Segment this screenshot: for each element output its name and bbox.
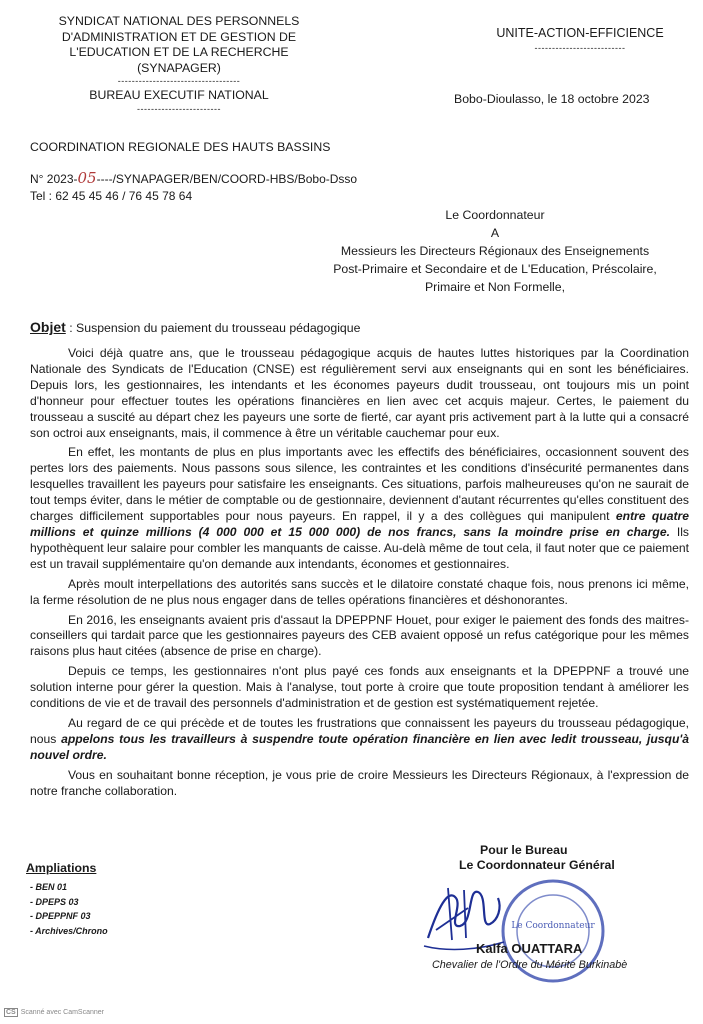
org-name-line: SYNDICAT NATIONAL DES PERSONNELS xyxy=(58,14,300,28)
recipient-line: Post-Primaire et Secondaire et de L'Education, Préscolaire, xyxy=(333,262,657,276)
reference-number xyxy=(30,170,357,188)
scanner-logo-icon: CS xyxy=(6,1009,16,1016)
scanner-watermark xyxy=(4,1008,104,1017)
body-paragraph xyxy=(30,445,689,572)
body-text: Au regard de ce qui précède et de toutes les frustrations que connaissent les payeurs du trousseau pédagogique, nous xyxy=(30,715,689,746)
org-acronym: (SYNAPAGER) xyxy=(137,60,221,75)
list-item: - BEN 01 xyxy=(30,882,68,892)
body-text: En effet, les montants de plus en plus importants avec les effectifs des bénéficiaires, occasionnent souvent des pertes lors des paiements. Nous passons sous silence, les contraintes et les conditions d'insécurité permanentes dans lesquelles travaillent les payeurs pour satisfaire les enseignants. Ces situations, parfois malheureuses qu'on ne saurait de tout temps éviter, dans le métier de comptable ou de gestionnaire, deviennent d'autant récurrentes qu'elles constituent des charges difficilement supportables pour nous payeurs. En rappel, il y a des collègues qui manipulent xyxy=(30,445,689,524)
org-name-line: L'EDUCATION ET DE LA RECHERCHE xyxy=(69,45,289,59)
motto-block xyxy=(470,26,690,56)
reference-handwritten-number: 05 xyxy=(77,169,97,187)
body-paragraph: Après moult interpellations des autorités sans succès et le dilatoire constaté chaque fois, nous prenons ici même, la ferme résolution de ne plus nous engager dans de telles opérations financières et déshonorantes. xyxy=(30,576,689,607)
bureau-divider: ------------------------ xyxy=(137,103,221,114)
letter-body xyxy=(30,346,689,803)
body-paragraph: Voici déjà quatre ans, que le trousseau pédagogique acquis de hautes luttes historiques par la Coordination Nationale des Syndicats de l'Education (CNSE) est régulièrement servi aux enseignants qui en sont les bénéficiaires. Depuis lors, les gestionnaires, les intendants et les économes payeurs dudit trousseau, ont toujours mis un point d'honneur pour effectuer toutes les opérations financières en lien avec cet acquis majeur. Certes, le paiement du trousseau a suscité au départ chez les payeurs une sorte de fierté, car ayant pris activement part à la lutte qui a consacré son octroi aux enseignants, mais, il commence à être un véritable cauchemar pour eux. xyxy=(30,346,689,440)
ampliations-title: Ampliations xyxy=(26,861,97,875)
list-item: - Archives/Chrono xyxy=(30,925,108,936)
sender-title: Le Coordonnateur xyxy=(445,208,545,222)
subject-line xyxy=(30,319,360,335)
org-divider: ----------------------------------- xyxy=(117,76,241,86)
signature-pour: Pour le Bureau xyxy=(480,843,568,857)
body-emphasis: entre quatre millions et quinze millions (4 000 000 et 15 000 000) de nos francs, sans la moindre prise en charge. xyxy=(30,509,689,539)
body-paragraph xyxy=(30,716,689,764)
signature-role: Le Coordonnateur Général xyxy=(459,858,615,872)
scanner-text: Scanné avec CamScanner xyxy=(20,1009,105,1016)
recipient-line: Messieurs les Directeurs Régionaux des Enseignements xyxy=(340,244,650,258)
letter-date: Bobo-Dioulasso, le 18 octobre 2023 xyxy=(454,92,650,106)
recipient-line: Primaire et Non Formelle, xyxy=(424,280,566,294)
reference-suffix: ----/SYNAPAGER/BEN/COORD-HBS/Bobo-Dsso xyxy=(96,172,358,186)
reference-block xyxy=(30,170,357,205)
body-paragraph: Vous en souhaitant bonne réception, je vous prie de croire Messieurs les Directeurs Régionaux, à l'expression de notre franche collaboration. xyxy=(30,767,689,798)
recipient-to: A xyxy=(490,226,500,240)
coordination-name: COORDINATION REGIONALE DES HAUTS BASSINS xyxy=(30,140,331,154)
subject-label: Objet xyxy=(30,319,66,335)
body-paragraph: Depuis ce temps, les gestionnaires n'ont plus payé ces fonds aux enseignants et la DPEPPNF a trouvé une solution interne pour gérer la question. Mais à l'analyse, tout porte à croire que toute proposition tendant à améliorer les conditions de vie et de travail des personnels d'administration et de gestion est systématiquement rejetée. xyxy=(30,664,689,711)
signatory-title: Chevalier de l'Ordre du Mérite Burkinabè xyxy=(432,959,628,971)
motto-divider: -------------------------- xyxy=(534,43,626,53)
subject-text: : Suspension du paiement du trousseau pédagogique xyxy=(65,321,361,335)
body-paragraph: En 2016, les enseignants avaient pris d'assaut la DPEPPNF Houet, pour exiger le paiement des fonds des maitres-conseillers qui tardait parce que les gestionnaires payeurs des CEB avaient opposé un refus catégorique pour les mêmes raisons plus haut citées (absence de prise en charge). xyxy=(30,612,689,659)
motto: UNITE-ACTION-EFFICIENCE xyxy=(496,26,664,40)
bureau-name: BUREAU EXECUTIF NATIONAL xyxy=(89,88,269,102)
recipient-block xyxy=(300,206,690,296)
ampliations-list xyxy=(30,880,108,938)
org-name-line: D'ADMINISTRATION ET DE GESTION DE xyxy=(61,29,297,44)
reference-prefix: N° 2023- xyxy=(30,172,78,186)
org-header xyxy=(34,14,324,114)
svg-text:Le Coordonnateur: Le Coordonnateur xyxy=(511,921,595,931)
phone-numbers: Tel : 62 45 45 46 / 76 45 78 64 xyxy=(30,189,193,203)
list-item: - DPEPPNF 03 xyxy=(30,911,91,921)
body-text: Ils hypothèquent leur salaire pour combler les manquants de caisse. Au-delà même de tout cela, il faut noter que ce paiement est un travail supplémentaire qu'on demande aux intendants, économes et gestionnaires. xyxy=(30,524,689,571)
body-emphasis: appelons tous les travailleurs à suspendre toute opération financière en lien avec ledit trousseau, jusqu'à nouvel ordre. xyxy=(30,731,690,762)
signatory-name: Kalfa OUATTARA xyxy=(476,941,583,956)
list-item: - DPEPS 03 xyxy=(30,896,79,907)
